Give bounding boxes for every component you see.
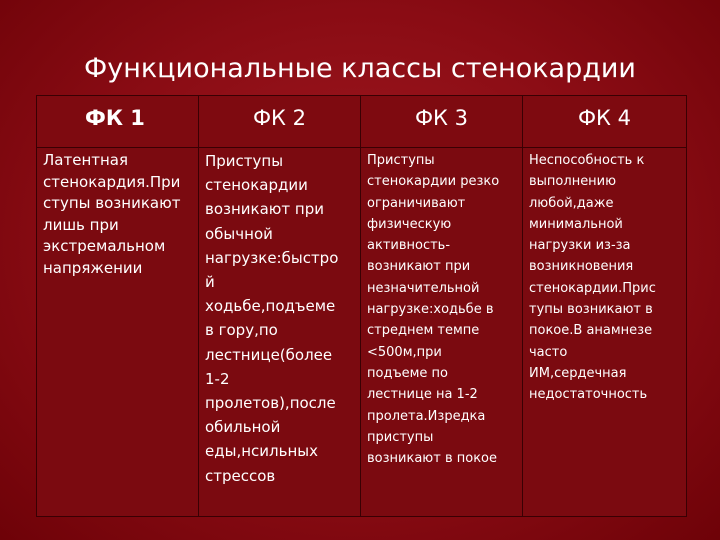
cell-fc1-text: Латентная стенокардия.При ступы возникают лишь при экстремальном напряжении xyxy=(43,151,181,277)
cell-fc4-description xyxy=(523,148,687,517)
slide-title: Функциональные классы стенокардии xyxy=(84,53,636,84)
header-fc2: ФК 2 xyxy=(199,96,361,148)
cell-fc3-description xyxy=(361,148,523,517)
table-header-row xyxy=(37,96,687,148)
header-fc3: ФК 3 xyxy=(361,96,523,148)
header-fc4: ФК 4 xyxy=(523,96,687,148)
cell-fc2-text: Приступы стенокардии возникают при обычной нагрузке:быстро й ходьбе,подъеме в гору,по лестнице(более 1-2 пролетов),после обильной еды,нсильных стрессов xyxy=(205,152,339,485)
cell-fc4-text: Неспособность к выполнению любой,даже минимальной нагрузки из-за возникновения стенокардии.Прис тупы возникают в покое.В анамнезе часто ИМ,сердечная недостаточность xyxy=(529,153,656,403)
table-body-row xyxy=(37,148,687,517)
cell-fc3-text: Приступы стенокардии резко ограничивают физическую активность- возникают при незначительной нагрузке:ходьбе в стреднем темпе <500м,при подъеме по лестнице на 1-2 пролета.Изредка приступы возникают в покое xyxy=(367,153,500,467)
cell-fc2-description xyxy=(199,148,361,517)
functional-classes-table xyxy=(36,95,687,517)
cell-fc1-description xyxy=(37,148,199,517)
header-fc1: ФК 1 xyxy=(37,96,199,148)
